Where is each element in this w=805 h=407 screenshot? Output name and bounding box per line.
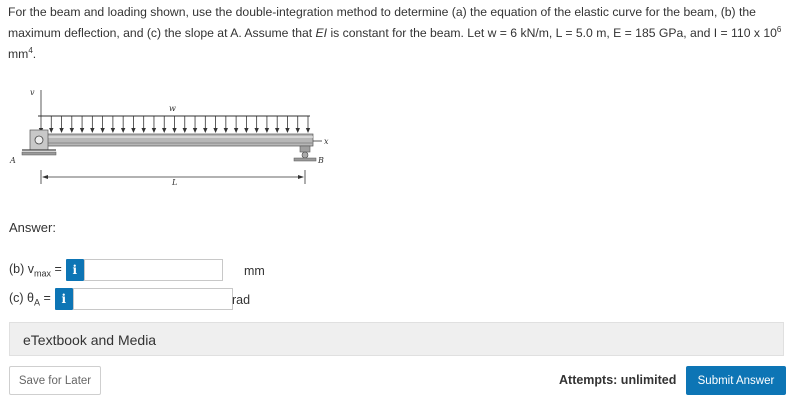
load-arrowhead [193,128,197,133]
load-arrowhead [172,128,176,133]
max-deflection-label: (b) $v_{max}$ = [9,261,62,279]
info-icon[interactable]: i [55,288,73,310]
row-slope-a [9,286,233,312]
etextbook-media-panel[interactable]: eTextbook and Media [9,322,784,356]
load-arrowhead [234,128,238,133]
label-x: x [324,137,329,146]
load-arrowhead [152,128,156,133]
beam-figure [0,80,340,200]
label-b: B [318,156,324,165]
load-arrowhead [100,128,104,133]
load-arrowhead [275,128,279,133]
label-a: A [10,156,16,165]
load-arrowhead [306,128,310,133]
answer-label: Answer: [9,220,56,235]
load-arrowhead [131,128,135,133]
unit-rad: rad [232,293,251,307]
load-arrowhead [121,128,125,133]
unit-mm: mm [244,264,265,278]
slope-a-input[interactable] [73,288,233,310]
load-arrowhead [254,128,258,133]
row-max-deflection [9,257,223,283]
load-arrowhead [183,128,187,133]
label-v: v [30,88,35,97]
load-arrowhead [90,128,94,133]
load-arrowhead [49,128,53,133]
load-arrowhead [80,128,84,133]
load-arrowhead [203,128,207,133]
load-arrowhead [213,128,217,133]
max-deflection-input[interactable] [84,259,223,281]
load-arrowhead [59,128,63,133]
load-arrowhead [70,128,74,133]
beam [37,134,313,146]
load-arrowhead [285,128,289,133]
load-arrowhead [296,128,300,133]
info-icon[interactable]: i [66,259,84,281]
slope-a-label: (c) $\theta_A$ = [9,290,51,308]
load-arrowhead [244,128,248,133]
load-arrowhead [162,128,166,133]
roller-support-b [294,146,316,161]
submit-answer-button[interactable]: Submit Answer [686,366,786,395]
label-l: L [172,178,178,187]
load-arrowhead [111,128,115,133]
label-w: w [169,104,176,113]
load-arrows [39,116,310,133]
load-arrowhead [265,128,269,133]
ei-symbol: EI [315,26,328,41]
attempts-label: Attempts: unlimited [559,373,677,387]
load-arrowhead [141,128,145,133]
save-for-later-button[interactable]: Save for Later [9,366,101,395]
question-text: For the beam and loading shown, use the double-integration method to determine (a) the equation of the elastic curve for the beam, (b) the maximum deflection, and (c) the slope at A. Assume that EI is constant for the beam. Let w = 6 kN/m, L = 5.0 m, E = 185 GPa, and I = 110 x $10^6$ $mm^4$. [8,5,782,62]
load-arrowhead [224,128,228,133]
